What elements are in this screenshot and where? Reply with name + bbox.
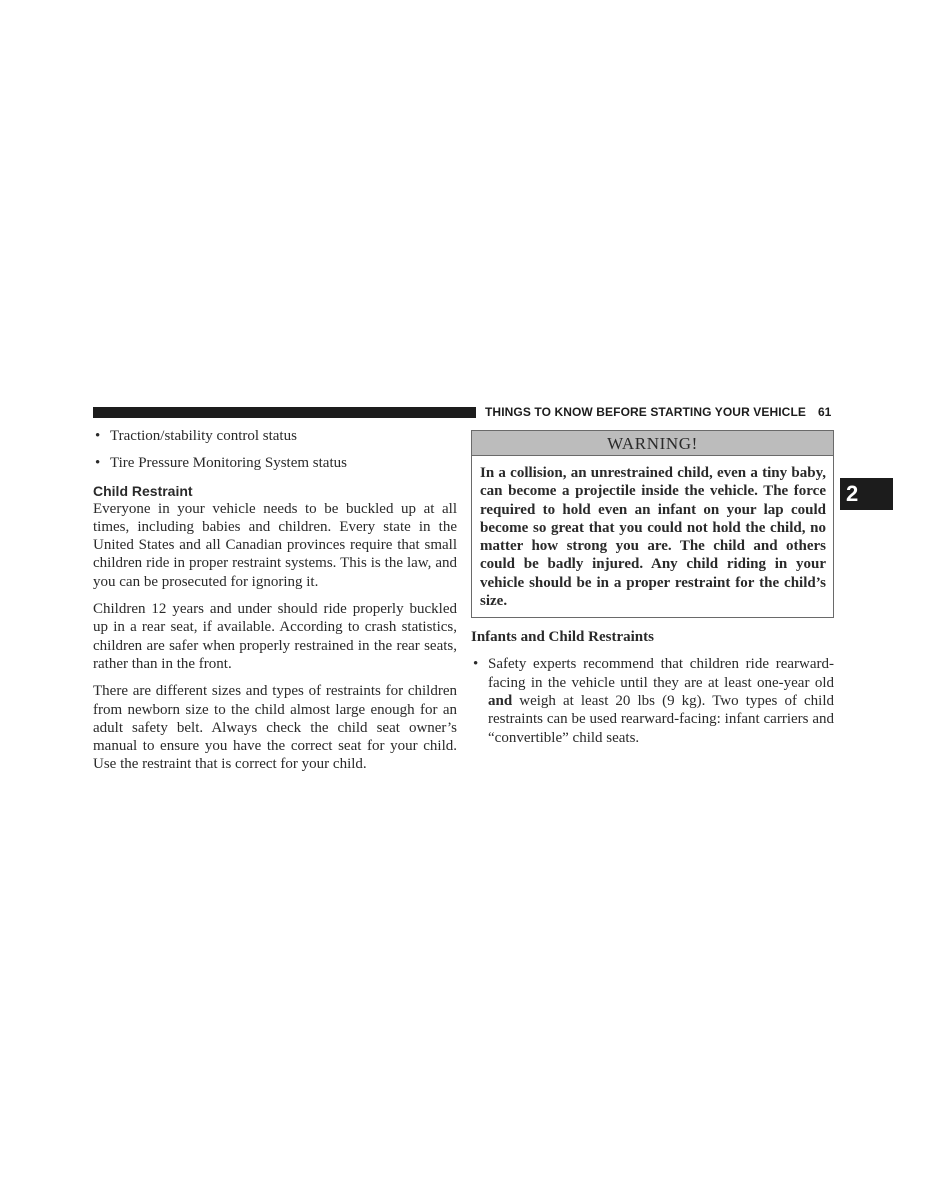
list-item-text: Tire Pressure Monitoring System status: [110, 455, 347, 472]
chapter-tab: 2: [840, 478, 893, 510]
bullet-icon: •: [473, 656, 479, 673]
subsection-heading: Infants and Child Restraints: [471, 629, 654, 646]
text-run: Safety experts recommend that children ride rearward-facing in the vehicle until they are at least one-year old: [488, 656, 834, 691]
header-rule: [93, 407, 476, 418]
right-column: [471, 430, 834, 747]
paragraph: There are different sizes and types of restraints for children from newborn size to the child almost large enough for an adult safety belt. Always check the child seat owner’s manual to ensure you have the correct seat for your child. Use the restraint that is correct for your child.: [93, 683, 457, 773]
emphasis-text: and: [488, 692, 513, 709]
paragraph: Children 12 years and under should ride properly buckled up in a rear seat, if available. According to crash statistics, children are safer when properly restrained in the rear seats, rather than in the front.: [93, 601, 457, 672]
list-item-text: Traction/stability control status: [110, 428, 297, 444]
paragraph: Everyone in your vehicle needs to be buckled up at all times, including babies and children. Every state in the United States and all Canadian provinces require that small children ride in proper restraint systems. This is the law, and you can be prosecuted for ignoring it.: [93, 500, 457, 590]
list-item: [471, 655, 834, 746]
left-column: [93, 425, 457, 774]
list-item: [93, 454, 457, 472]
warning-box: [471, 430, 834, 618]
section-heading: Child Restraint: [93, 482, 193, 499]
bullet-icon: •: [95, 428, 101, 444]
warning-title: WARNING!: [472, 431, 833, 456]
list-item: [93, 427, 457, 445]
running-header: THINGS TO KNOW BEFORE STARTING YOUR VEHICLE: [485, 405, 806, 419]
warning-text: In a collision, an unrestrained child, even a tiny baby, can become a projectile inside the vehicle. The force required to hold even an infant on your lap could become so great that you could not hold the child, no matter how strong you are. The child and others could be badly injured. Any child riding in your vehicle should be in a proper restraint for the child’s size.: [480, 465, 826, 610]
page-number: 61: [818, 405, 832, 419]
text-run: weigh at least 20 lbs (9 kg). Two types of child restraints can be used rearward-facing: infant carriers and “convertible” child seats.: [488, 692, 834, 746]
bullet-icon: •: [95, 455, 101, 472]
list-item-text: [488, 655, 834, 746]
